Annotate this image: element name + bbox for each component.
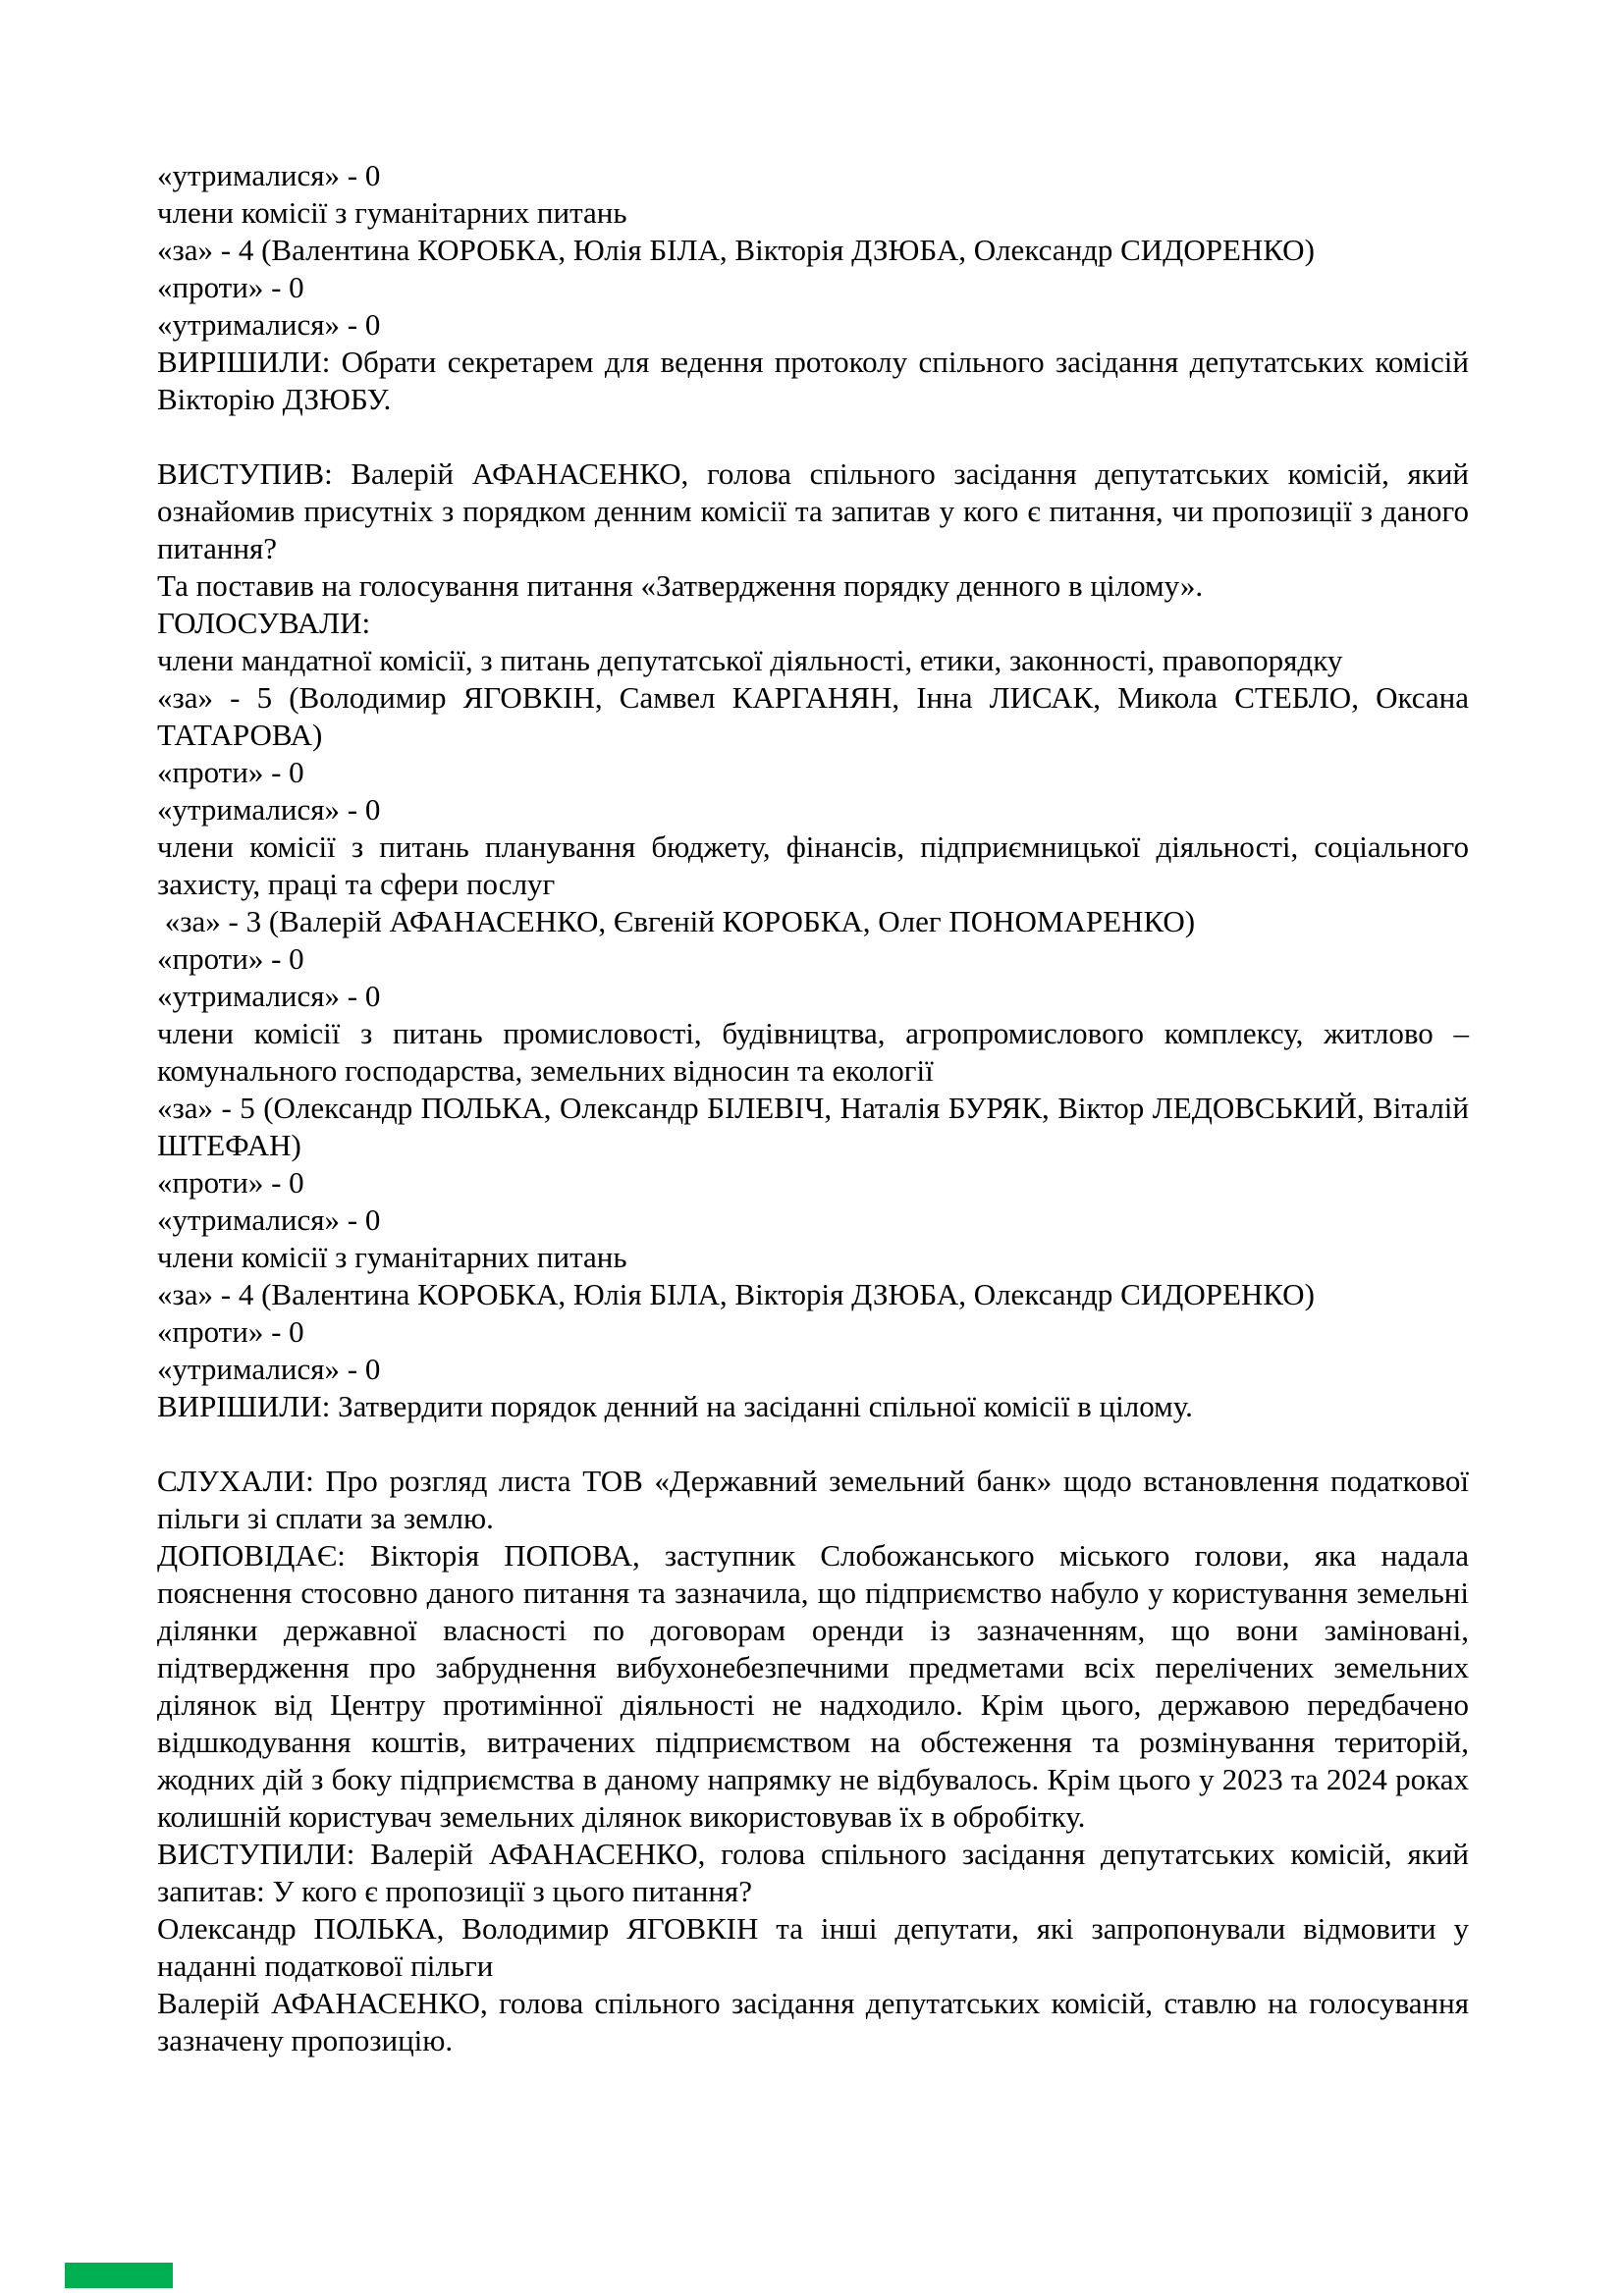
paragraph: СЛУХАЛИ: Про розгляд листа ТОВ «Державний земельний банк» щодо встановлення податкової пільги зі сплати за землю. [157,1464,1477,1535]
paragraph: ВИРІШИЛИ: Обрати секретарем для ведення протоколу спільного засідання депутатських комісій Вікторію ДЗЮБУ. [157,345,1477,416]
paragraph: «утрималися» - 0 [157,158,381,192]
paragraph: «за» - 3 (Валерій АФАНАСЕНКО, Євгеній КОРОБКА, Олег ПОНОМАРЕНКО) [157,904,1196,938]
paragraph: «за» - 5 (Олександр ПОЛЬКА, Олександр БІЛЕВІЧ, Наталія БУРЯК, Віктор ЛЕДОВСЬКИЙ, Віталій ШТЕФАН) [157,1091,1477,1162]
paragraph: ДОПОВІДАЄ: Вікторія ПОПОВА, заступник Слобожанського міського голови, яка надала пояснення стосовно даного питання та зазначила, що підприємство набуло у користування земельні ділянки державної власності по договорам оренди із зазначенням, що вони заміновані, підтвердження про забруднення вибухонебезпечними предметами всіх перелічених земельних ділянок від Центру протимінної діяльності не надходило. Крім цього, державою передбачено відшкодування коштів, витрачених підприємством на обстеження та розмінування територій, жодних дій з боку підприємства в даному напрямку не відбувалось. Крім цього у 2023 та 2024 роках колишній користувач земельних ділянок використовував їх в обробітку. [157,1538,1477,1834]
paragraph: ВИСТУПИВ: Валерій АФАНАСЕНКО, голова спільного засідання депутатських комісій, який ознайомив присутніх з порядком денним комісії та запитав у кого є питання, чи пропозиції з даного питання? [157,456,1477,565]
paragraph: «утрималися» - 0 [157,792,381,827]
paragraph: «проти» - 0 [157,755,304,789]
paragraph: ВИСТУПИЛИ: Валерій АФАНАСЕНКО, голова спільного засідання депутатських комісій, який запитав: У кого є пропозиції з цього питання? [157,1837,1477,1908]
paragraph: члени комісії з питань планування бюджету, фінансів, підприємницької діяльності, соціального захисту, праці та сфери послуг [157,829,1477,901]
paragraph: «проти» - 0 [157,941,304,976]
paragraph: «за» - 5 (Володимир ЯГОВКІН, Самвел КАРГАНЯН, Інна ЛИСАК, Микола СТЕБЛО, Оксана ТАТАРОВА) [157,680,1477,752]
paragraph: «за» - 4 (Валентина КОРОБКА, Юлія БІЛА, Вікторія ДЗЮБА, Олександр СИДОРЕНКО) [157,1277,1315,1311]
paragraph: «проти» - 0 [157,1314,304,1349]
blank-line [157,1425,1469,1463]
paragraph: «за» - 4 (Валентина КОРОБКА, Юлія БІЛА, Вікторія ДЗЮБА, Олександр СИДОРЕНКО) [157,233,1315,267]
paragraph: «утрималися» - 0 [157,979,381,1013]
paragraph: члени комісії з гуманітарних питань [157,1240,627,1274]
paragraph: Та поставив на голосування питання «Затвердження порядку денного в цілому». [157,568,1204,603]
paragraph: Валерій АФАНАСЕНКО, голова спільного засідання депутатських комісій, ставлю на голосування зазначену пропозицію. [157,1986,1477,2057]
footer-green-marker [65,2263,173,2288]
paragraph: ВИРІШИЛИ: Затвердити порядок денний на засіданні спільної комісії в цілому. [157,1389,1193,1423]
paragraph: «проти» - 0 [157,270,304,304]
blank-line [157,418,1469,455]
paragraph: «проти» - 0 [157,1165,304,1200]
paragraph: члени комісії з гуманітарних питань [157,195,627,230]
paragraph: члени комісії з питань промисловості, будівництва, агропромислового комплексу, житлово – комунального господарства, земельних відносин та екології [157,1016,1477,1088]
paragraph: Олександр ПОЛЬКА, Володимир ЯГОВКІН та інші депутати, які запропонували відмовити у наданні податкової пільги [157,1911,1477,1983]
paragraph: «утрималися» - 0 [157,1202,381,1237]
paragraph: ГОЛОСУВАЛИ: [157,606,371,640]
paragraph: члени мандатної комісії, з питань депутатської діяльності, етики, законності, правопорядку [157,643,1343,677]
paragraph: «утрималися» - 0 [157,307,381,342]
paragraph: «утрималися» - 0 [157,1352,381,1386]
document-text-block [157,157,1477,2059]
